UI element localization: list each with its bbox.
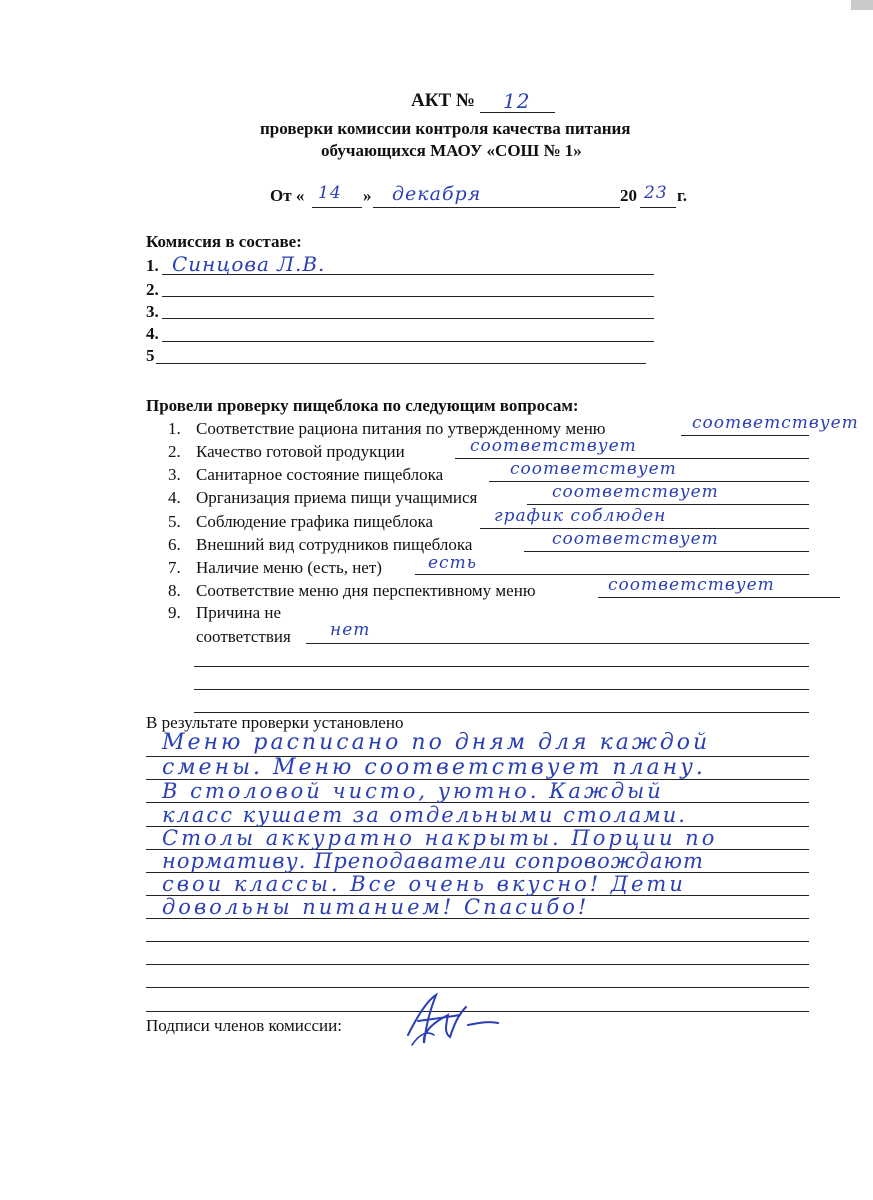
reason-line	[194, 666, 809, 667]
inspection-item-num: 5.	[168, 512, 181, 531]
reason-num: 9.	[168, 603, 181, 622]
signature	[398, 985, 508, 1055]
member-line	[156, 363, 646, 364]
member-num: 4.	[146, 324, 159, 343]
inspection-item-answer: соответствует	[470, 436, 637, 456]
inspection-item-num: 1.	[168, 419, 181, 438]
answer-line	[681, 435, 809, 436]
answer-line	[524, 551, 809, 552]
date-prefix: От «	[270, 186, 305, 205]
result-text-line: довольны питанием! Спасибо!	[162, 895, 590, 919]
date-suffix: г.	[677, 186, 688, 205]
inspection-item-num: 8.	[168, 581, 181, 600]
reason-answer: нет	[330, 620, 371, 640]
act-label: АКТ №	[411, 90, 476, 111]
inspection-item-answer: соответствует	[510, 459, 677, 479]
result-heading: В результате проверки установлено	[146, 713, 404, 732]
inspection-item-text: Санитарное состояние пищеблока	[196, 465, 444, 484]
result-text-line: В столовой чисто, уютно. Каждый	[162, 779, 664, 803]
inspection-item-text: Соответствие меню дня перспективному меню	[196, 581, 536, 600]
inspection-item-answer: соответствует	[552, 529, 719, 549]
date-year-line	[640, 207, 676, 208]
inspection-item-text: Организация приема пищи учащимися	[196, 488, 478, 507]
date-year: 23	[644, 183, 668, 203]
inspection-item-text: Соответствие рациона питания по утвержденному меню	[196, 419, 606, 438]
date-month-line	[373, 207, 620, 208]
subtitle-line-1: проверки комиссии контроля качества питания	[260, 119, 631, 138]
date-month: декабря	[392, 183, 482, 205]
member-num: 5	[146, 346, 155, 365]
result-line	[146, 964, 809, 965]
result-text-line: смены. Меню соответствует плану.	[162, 755, 706, 780]
commission-heading: Комиссия в составе:	[146, 232, 302, 251]
inspection-item-text: Качество готовой продукции	[196, 442, 405, 461]
result-text-line: свои классы. Все очень вкусно! Дети	[162, 872, 686, 896]
inspection-item-text: Внешний вид сотрудников пищеблока	[196, 535, 473, 554]
inspection-item-num: 4.	[168, 488, 181, 507]
member-num: 3.	[146, 302, 159, 321]
reason-label-1: Причина не	[196, 603, 282, 622]
result-text-line: нормативу. Преподаватели сопровождают	[162, 849, 704, 873]
reason-line	[306, 643, 809, 644]
answer-line	[598, 597, 840, 598]
inspection-item-num: 6.	[168, 535, 181, 554]
inspection-item-num: 3.	[168, 465, 181, 484]
scan-corner-mark	[851, 0, 873, 10]
member-line	[162, 318, 654, 319]
inspection-item-text: Соблюдение графика пищеблока	[196, 512, 434, 531]
result-text-line: класс кушает за отдельными столами.	[162, 803, 687, 827]
inspection-item-text: Наличие меню (есть, нет)	[196, 558, 382, 577]
inspection-item-answer: есть	[428, 553, 477, 573]
date-day-line	[312, 207, 362, 208]
inspection-item-answer: соответствует	[608, 575, 775, 595]
result-text-line: Меню расписано по дням для каждой	[162, 730, 711, 755]
answer-line	[527, 504, 809, 505]
date-day: 14	[318, 183, 342, 203]
result-line	[146, 941, 809, 942]
date-year-prefix: 20	[620, 186, 637, 205]
date-close-quote: »	[363, 186, 372, 205]
result-text-line: Столы аккуратно накрыты. Порции по	[162, 826, 718, 850]
inspection-item-answer: соответствует	[692, 413, 859, 433]
inspection-item-num: 2.	[168, 442, 181, 461]
inspection-item-answer: график соблюден	[494, 506, 667, 526]
member-line	[162, 341, 654, 342]
inspection-item-answer: соответствует	[552, 482, 719, 502]
act-number: 12	[503, 89, 531, 113]
member-num: 1.	[146, 256, 159, 275]
reason-label-2: соответствия	[196, 627, 291, 646]
member-name: Синцова Л.В.	[172, 252, 326, 276]
inspection-item-num: 7.	[168, 558, 181, 577]
signatures-label: Подписи членов комиссии:	[146, 1016, 342, 1035]
reason-line	[194, 689, 809, 690]
inspection-heading: Провели проверку пищеблока по следующим вопросам:	[146, 396, 579, 415]
member-num: 2.	[146, 280, 159, 299]
member-line	[162, 296, 654, 297]
subtitle-line-2: обучающихся МАОУ «СОШ № 1»	[321, 141, 582, 160]
